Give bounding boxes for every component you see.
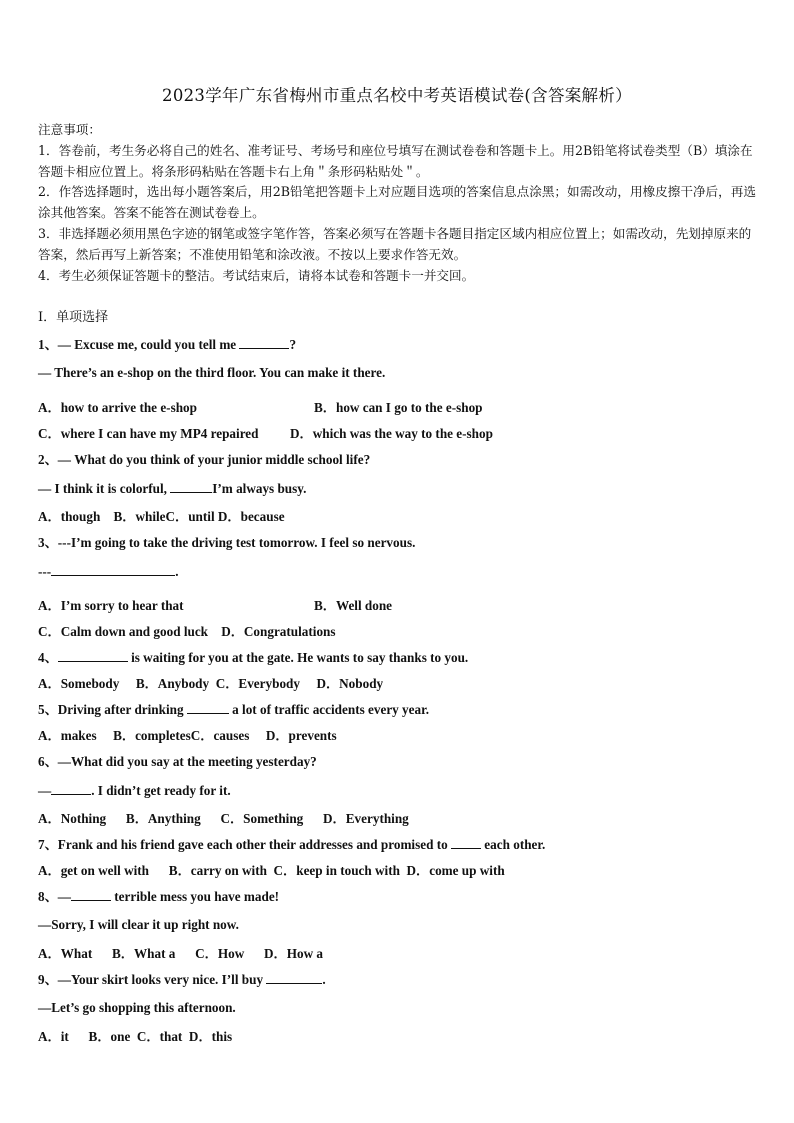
question-7-options: A．get on well with B．carry on with C．keep in touch with D．come up with [38, 863, 505, 878]
option-c: C．where I can have my MP4 repaired [38, 426, 259, 441]
note-item: 2．作答选择题时，选出每小题答案后，用2B铅笔把答题卡上对应题目选项的答案信息点涂黑；如需改动，用橡皮擦干净后，再选涂其他答案。答案不能答在测试卷卷上。 [38, 184, 756, 221]
question-7-stem [38, 834, 545, 853]
stem-text: a lot of traffic accidents every year. [228, 702, 430, 717]
question-8-stem [38, 886, 279, 905]
stem-text: 4、 [38, 650, 58, 665]
question-6-reply [38, 782, 231, 799]
option-d: D．which was the way to the e-shop [290, 426, 493, 441]
answer-blank [51, 782, 91, 795]
notes-block [38, 120, 758, 286]
reply-text: — [38, 783, 52, 798]
stem-text: 5、Driving after drinking [38, 702, 187, 717]
question-1-reply: — There’s an e-shop on the third floor. You can make it there. [38, 365, 386, 380]
question-3-reply [38, 563, 178, 580]
question-9-options: A．it B．one C．that D．this [38, 1029, 233, 1044]
stem-text: ? [289, 337, 297, 352]
question-3-options-ab [38, 595, 392, 614]
stem-text: 8、— [38, 889, 71, 904]
question-1-options-ab [38, 397, 483, 416]
option-b: B．how can I go to the e-shop [314, 400, 483, 415]
stem-text: 7、Frank and his friend gave each other their addresses and promised to [38, 837, 451, 852]
question-5-options: A．makes B．completesC．causes D．prevents [38, 728, 337, 743]
section-heading: Ⅰ．单项选择 [38, 310, 109, 325]
question-9-reply: —Let’s go shopping this afternoon. [38, 1000, 236, 1015]
answer-blank [239, 336, 289, 349]
question-6-options: A．Nothing B．Anything C．Something D．Everything [38, 811, 409, 826]
reply-text: — I think it is colorful, [38, 481, 171, 496]
note-item: 3．非选择题必须用黑色字迹的钢笔或签字笔作答，答案必须写在答题卡各题目指定区域内相应位置上；如需改动，先划掉原来的答案，然后再写上新答案；不准使用铅笔和涂改液。不按以上要求作答无效。 [38, 225, 752, 262]
notes-heading: 注意事项： [38, 122, 101, 137]
stem-text: . [322, 972, 326, 987]
answer-blank [51, 563, 175, 576]
stem-text: 9、—Your skirt looks very nice. I’ll buy [38, 972, 267, 987]
reply-text: . I didn’t get ready for it. [91, 783, 231, 798]
option-a: A．I’m sorry to hear that [38, 598, 184, 613]
question-1-options-cd [38, 423, 493, 442]
question-4-stem [38, 647, 468, 666]
question-2-options: A．though B．whileC．until D．because [38, 509, 285, 524]
question-3-stem: 3、---I’m going to take the driving test tomorrow. I feel so nervous. [38, 535, 416, 550]
reply-text: --- [38, 564, 52, 579]
question-1-stem [38, 334, 296, 353]
stem-text: is waiting for you at the gate. He wants to say thanks to you. [127, 650, 469, 665]
answer-blank [451, 836, 481, 849]
note-item: 4．考生必须保证答题卡的整洁。考试结束后，请将本试卷和答题卡一并交回。 [38, 267, 475, 283]
question-8-reply: —Sorry, I will clear it up right now. [38, 917, 239, 932]
question-4-options: A．Somebody B．Anybody C．Everybody D．Nobody [38, 676, 384, 691]
question-8-options: A．What B．What a C．How D．How a [38, 946, 324, 961]
answer-blank [58, 649, 128, 662]
stem-text: each other. [481, 837, 546, 852]
option-b: B．Well done [314, 598, 393, 613]
question-9-stem [38, 969, 326, 988]
question-3-options-cd: C．Calm down and good luck D．Congratulations [38, 624, 336, 639]
stem-text: terrible mess you have made! [110, 889, 280, 904]
question-2-reply [38, 480, 306, 497]
question-6-stem: 6、—What did you say at the meeting yesterday? [38, 754, 317, 769]
answer-blank [71, 888, 111, 901]
answer-blank [266, 971, 322, 984]
answer-blank [170, 480, 212, 493]
reply-text: . [175, 564, 179, 579]
reply-text: I’m always busy. [212, 481, 307, 496]
stem-text: 1、— Excuse me, could you tell me [38, 337, 240, 352]
option-a: A．how to arrive the e-shop [38, 400, 197, 415]
answer-blank [187, 701, 229, 714]
question-2-stem: 2、— What do you think of your junior middle school life? [38, 452, 371, 467]
note-item: 1．答卷前，考生务必将自己的姓名、准考证号、考场号和座位号填写在测试卷卷和答题卡上。用2B铅笔将试卷类型（B）填涂在答题卡相应位置上。将条形码粘贴在答题卡右上角＂条形码粘贴处＂。 [38, 142, 753, 179]
exam-title: 2023学年广东省梅州市重点名校中考英语模试卷(含答案解析） [162, 86, 632, 105]
question-5-stem [38, 699, 429, 718]
